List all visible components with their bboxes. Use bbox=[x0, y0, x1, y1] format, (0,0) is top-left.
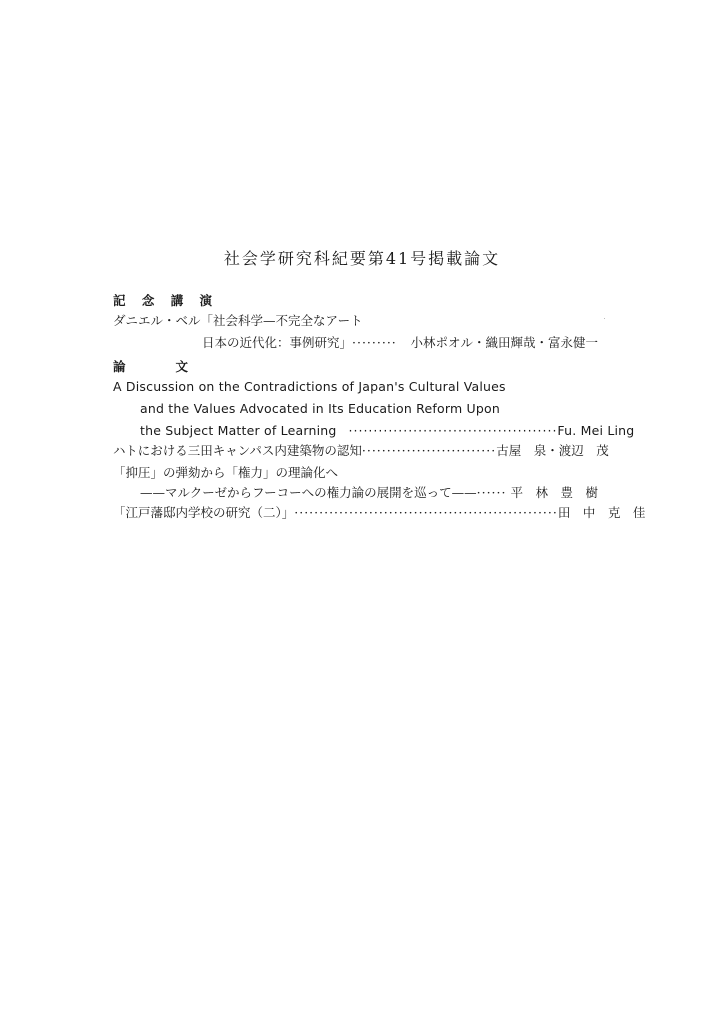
lecture-authors: 小林ポオル・織田輝哉・富永健一 bbox=[410, 335, 598, 350]
paper4-row bbox=[113, 505, 646, 521]
page-title: 社会学研究科紀要第41号掲載論文 bbox=[223, 249, 501, 268]
lecture-title-line2-row bbox=[202, 335, 598, 351]
section-heading-papers: 論 文 bbox=[113, 359, 189, 374]
paper3-row bbox=[140, 485, 598, 501]
lecture-title-line1: ダニエル・ベル「社会科学—不完全なアート bbox=[113, 313, 363, 328]
paper1-title-line3-row bbox=[140, 423, 635, 439]
paper1-title-line3: the Subject Matter of Learning bbox=[140, 423, 337, 438]
paper1-title-line1: A Discussion on the Contradictions of Japan's Cultural Values bbox=[113, 379, 506, 394]
lecture-title-line2: 日本の近代化：事例研究」 bbox=[202, 335, 353, 350]
paper3-author: 平 林 豊 樹 bbox=[510, 485, 598, 500]
paper2-row bbox=[113, 443, 609, 459]
paper3-title-line1: 「抑圧」の弾劾から「権力」の理論化へ bbox=[113, 465, 339, 480]
leader-dots: ·········································· bbox=[348, 423, 558, 438]
scan-speck bbox=[604, 318, 605, 319]
paper2-title: ハトにおける三田キャンパス内建築物の認知 bbox=[113, 443, 362, 458]
paper1-title-line2: and the Values Advocated in Its Education Reform Upon bbox=[140, 401, 500, 416]
paper1-author: Fu. Mei Ling bbox=[557, 423, 635, 438]
leader-dots: ········· bbox=[352, 335, 397, 350]
paper3-title-line2: ——マルクーゼからフーコーへの権力論の展開を巡って—— bbox=[140, 485, 477, 500]
paper4-title: 「江戸藩邸内学校の研究（二）」 bbox=[113, 505, 295, 520]
leader-dots: ··························· bbox=[361, 443, 497, 458]
leader-dots: ······ bbox=[476, 485, 507, 500]
leader-dots: ····················································· bbox=[294, 505, 558, 520]
paper4-author: 田 中 克 佳 bbox=[557, 505, 646, 520]
paper2-authors: 古屋 泉・渡辺 茂 bbox=[496, 443, 609, 458]
section-heading-lecture: 記 念 講 演 bbox=[113, 293, 219, 308]
